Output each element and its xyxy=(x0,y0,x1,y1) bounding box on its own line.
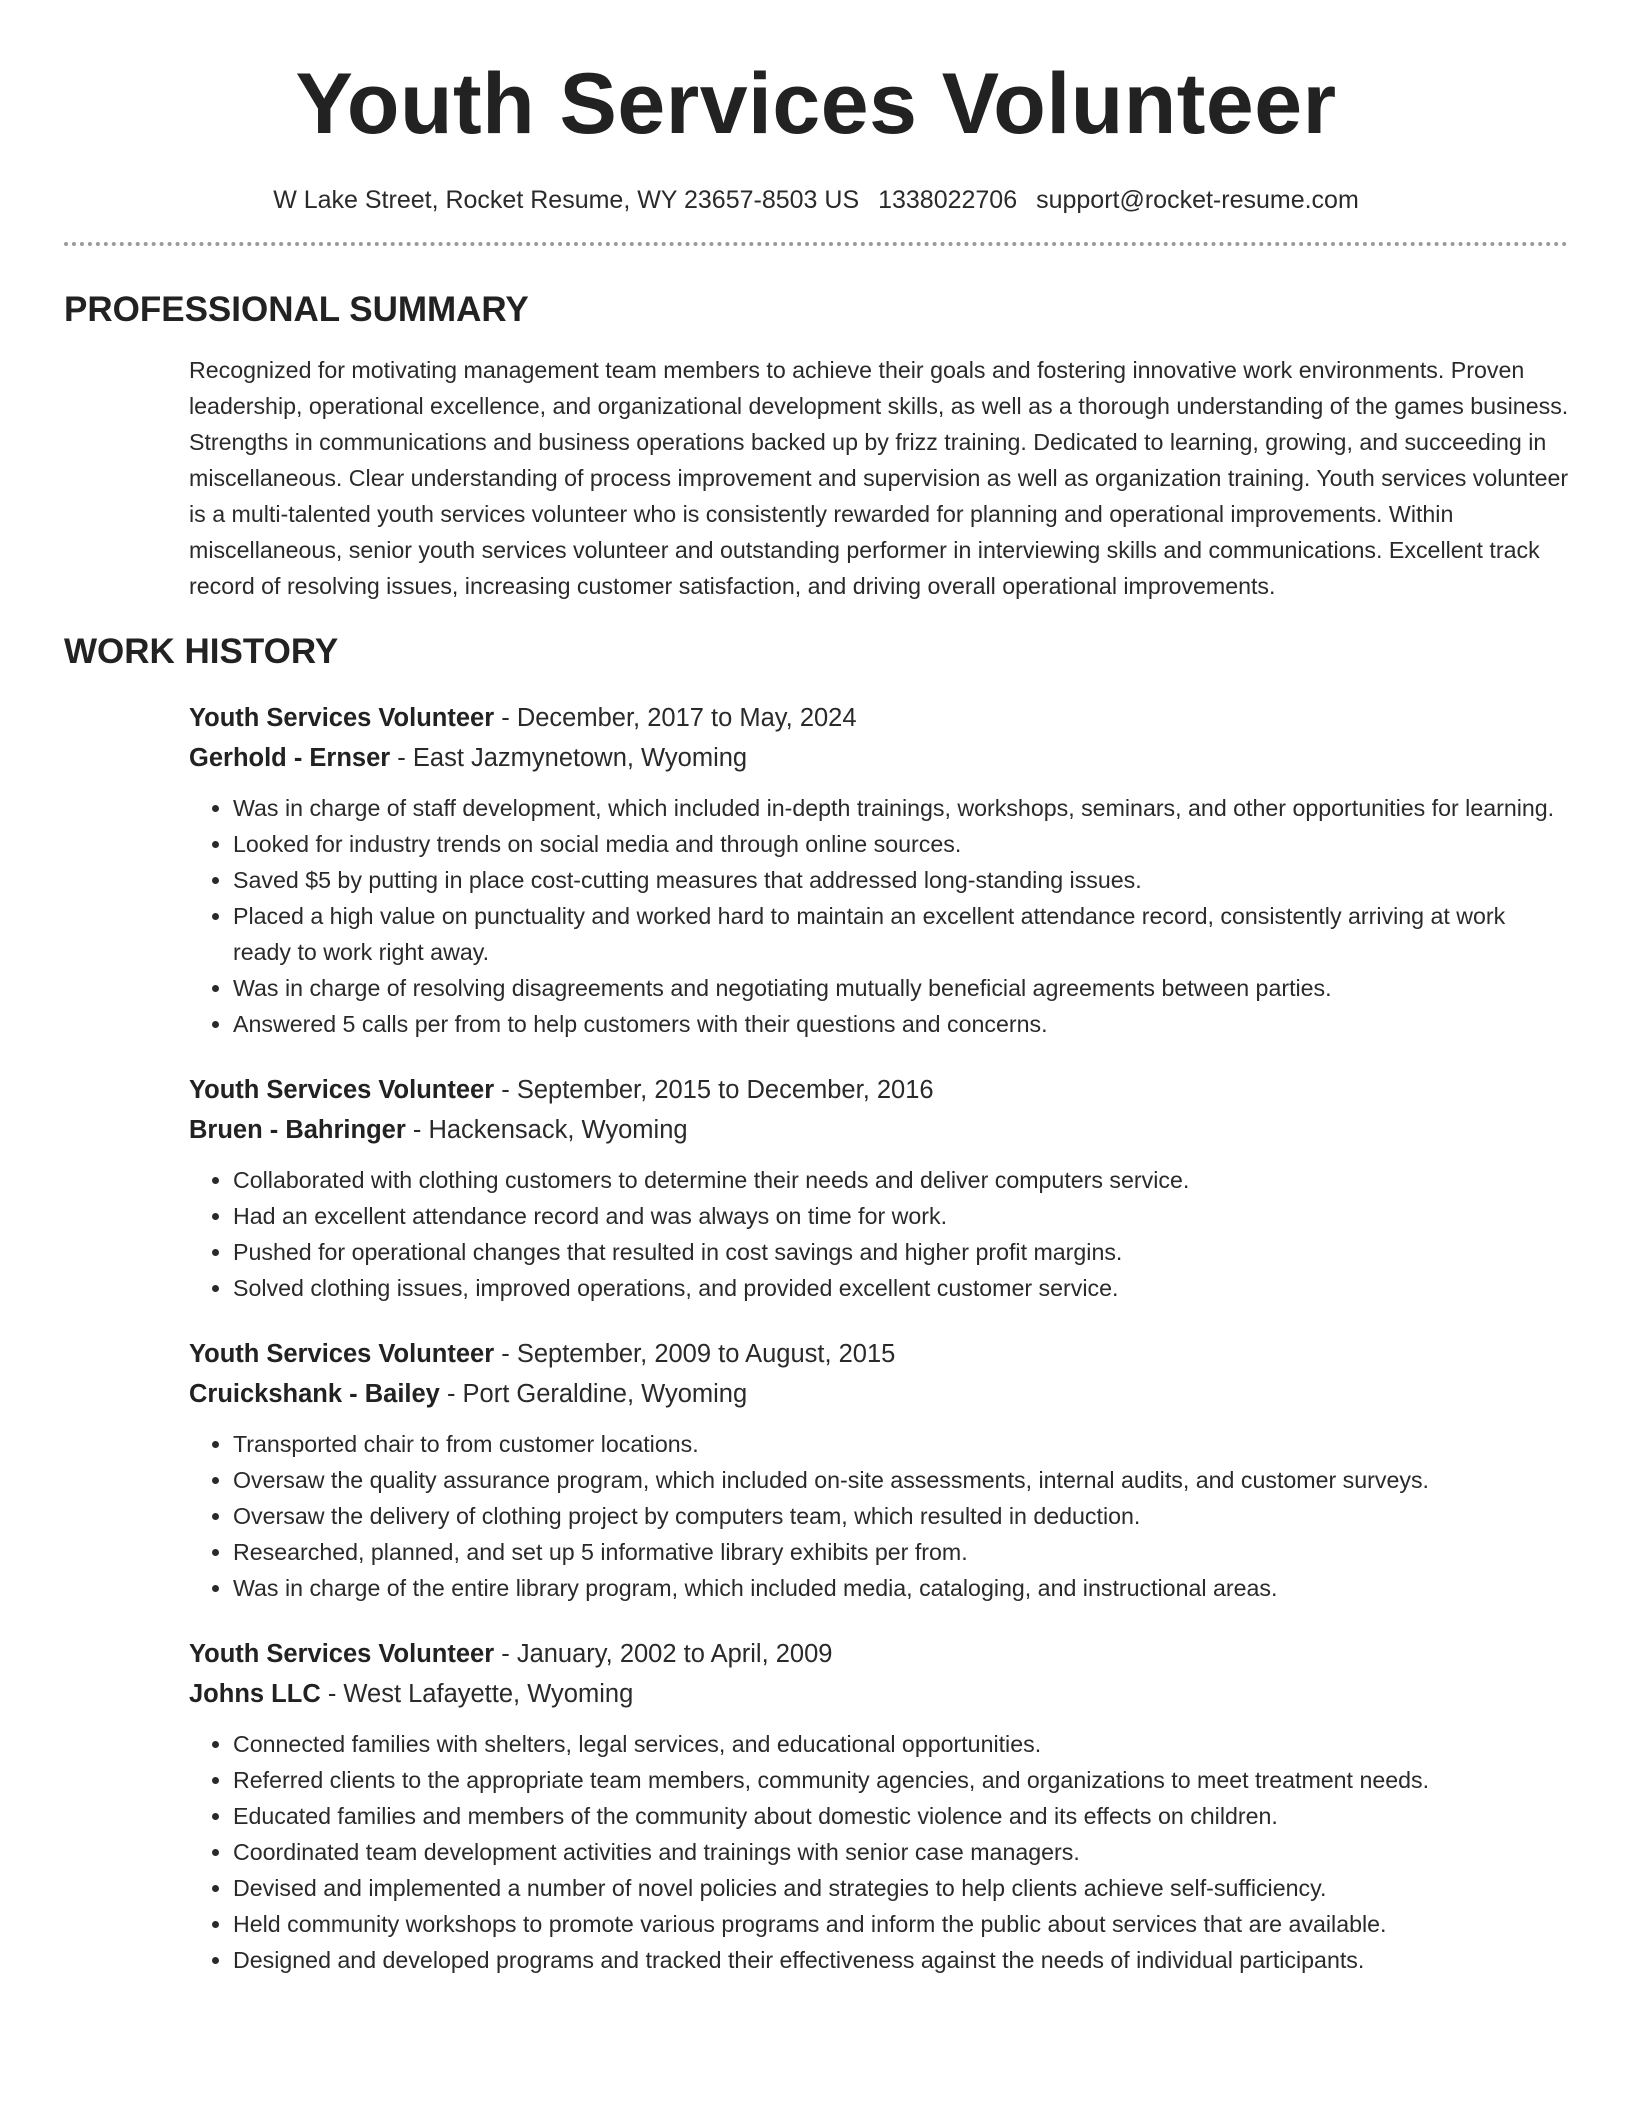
job-title-line xyxy=(189,698,1569,738)
job-entry xyxy=(189,1070,1569,1306)
job-bullets xyxy=(189,790,1569,1042)
job-bullet: • Devised and implemented a number of novel policies and strategies to help clients achieve self-sufficiency. xyxy=(233,1870,1569,1906)
job-location: - West Lafayette, Wyoming xyxy=(320,1680,634,1708)
job-role: Youth Services Volunteer xyxy=(189,1340,495,1368)
job-title-line xyxy=(189,1334,1569,1374)
job-company-line xyxy=(189,1374,1569,1414)
job-bullet: • Answered 5 calls per from to help customers with their questions and concerns. xyxy=(233,1006,1569,1042)
job-bullet: • Collaborated with clothing customers to determine their needs and deliver computers service. xyxy=(233,1162,1569,1198)
job-bullet: • Connected families with shelters, legal services, and educational opportunities. xyxy=(233,1726,1569,1762)
job-bullets xyxy=(189,1726,1569,1978)
job-bullet: • Was in charge of staff development, which included in-depth trainings, workshops, seminars, and other opportunities for learning. xyxy=(233,790,1569,826)
job-title-line xyxy=(189,1634,1569,1674)
email: support@rocket-resume.com xyxy=(1036,186,1359,214)
contact-info xyxy=(64,184,1568,216)
resume-page xyxy=(64,0,1568,1978)
job-dates: - September, 2015 to December, 2016 xyxy=(494,1076,934,1104)
section-title-work-history: WORK HISTORY xyxy=(64,632,339,671)
job-dates: - September, 2009 to August, 2015 xyxy=(494,1340,896,1368)
candidate-name: Youth Services Volunteer xyxy=(295,56,1337,152)
summary-text: Recognized for motivating management team members to achieve their goals and fostering innovative work environments. Proven leadership, operational excellence, and organizational development skills, as well as a thorough understanding of the games business. Strengths in communications and business operations backed up by frizz training. Dedicated to learning, growing, and succeeding in miscellaneous. Clear understanding of process improvement and supervision as well as organization training. Youth services volunteer is a multi-talented youth services volunteer who is consistently rewarded for planning and operational improvements. Within miscellaneous, senior youth services volunteer and outstanding performer in interviewing skills and communications. Excellent track record of resolving issues, increasing customer satisfaction, and driving overall operational improvements. xyxy=(189,357,1569,599)
job-role: Youth Services Volunteer xyxy=(189,1640,495,1668)
job-role: Youth Services Volunteer xyxy=(189,704,495,732)
job-bullet: • Designed and developed programs and tracked their effectiveness against the needs of individual participants. xyxy=(233,1942,1569,1978)
job-company-line xyxy=(189,1674,1569,1714)
job-title-line xyxy=(189,1070,1569,1110)
job-dates: - December, 2017 to May, 2024 xyxy=(494,704,857,732)
job-company: Gerhold - Ernser xyxy=(189,744,391,772)
job-entry xyxy=(189,698,1569,1042)
job-location: - East Jazmynetown, Wyoming xyxy=(390,744,748,772)
job-company: Cruickshank - Bailey xyxy=(189,1380,440,1408)
job-company-line xyxy=(189,1110,1569,1150)
job-location: - Hackensack, Wyoming xyxy=(405,1116,688,1144)
job-company: Johns LLC xyxy=(189,1680,321,1708)
job-bullet: • Looked for industry trends on social media and through online sources. xyxy=(233,826,1569,862)
job-bullet: • Coordinated team development activities and trainings with senior case managers. xyxy=(233,1834,1569,1870)
header-divider xyxy=(64,242,1568,246)
job-bullet: • Pushed for operational changes that resulted in cost savings and higher profit margins. xyxy=(233,1234,1569,1270)
job-bullet: • Educated families and members of the community about domestic violence and its effects on children. xyxy=(233,1798,1569,1834)
job-bullet: • Solved clothing issues, improved operations, and provided excellent customer service. xyxy=(233,1270,1569,1306)
section-title-summary: PROFESSIONAL SUMMARY xyxy=(64,290,529,329)
job-bullet: • Had an excellent attendance record and was always on time for work. xyxy=(233,1198,1569,1234)
job-bullet: • Oversaw the delivery of clothing project by computers team, which resulted in deduction. xyxy=(233,1498,1569,1534)
job-role: Youth Services Volunteer xyxy=(189,1076,495,1104)
job-bullet: • Saved $5 by putting in place cost-cutting measures that addressed long-standing issues. xyxy=(233,862,1569,898)
work-history-list xyxy=(189,698,1569,1978)
job-bullet: • Transported chair to from customer locations. xyxy=(233,1426,1569,1462)
job-bullet: • Oversaw the quality assurance program, which included on-site assessments, internal audits, and customer surveys. xyxy=(233,1462,1569,1498)
job-company: Bruen - Bahringer xyxy=(189,1116,406,1144)
job-entry xyxy=(189,1334,1569,1606)
job-location: - Port Geraldine, Wyoming xyxy=(439,1380,748,1408)
job-bullets xyxy=(189,1162,1569,1306)
job-bullet: • Placed a high value on punctuality and worked hard to maintain an excellent attendance record, consistently arriving at work ready to work right away. xyxy=(233,898,1569,970)
job-entry xyxy=(189,1634,1569,1978)
job-bullet: • Was in charge of resolving disagreements and negotiating mutually beneficial agreements between parties. xyxy=(233,970,1569,1006)
address: W Lake Street, Rocket Resume, WY 23657-8503 US xyxy=(273,186,860,214)
job-bullets xyxy=(189,1426,1569,1606)
job-bullet: • Held community workshops to promote various programs and inform the public about services that are available. xyxy=(233,1906,1569,1942)
phone: 1338022706 xyxy=(878,186,1018,214)
job-bullet: • Referred clients to the appropriate team members, community agencies, and organizations to meet treatment needs. xyxy=(233,1762,1569,1798)
job-dates: - January, 2002 to April, 2009 xyxy=(494,1640,833,1668)
job-bullet: • Was in charge of the entire library program, which included media, cataloging, and instructional areas. xyxy=(233,1570,1569,1606)
job-company-line xyxy=(189,738,1569,778)
job-bullet: • Researched, planned, and set up 5 informative library exhibits per from. xyxy=(233,1534,1569,1570)
